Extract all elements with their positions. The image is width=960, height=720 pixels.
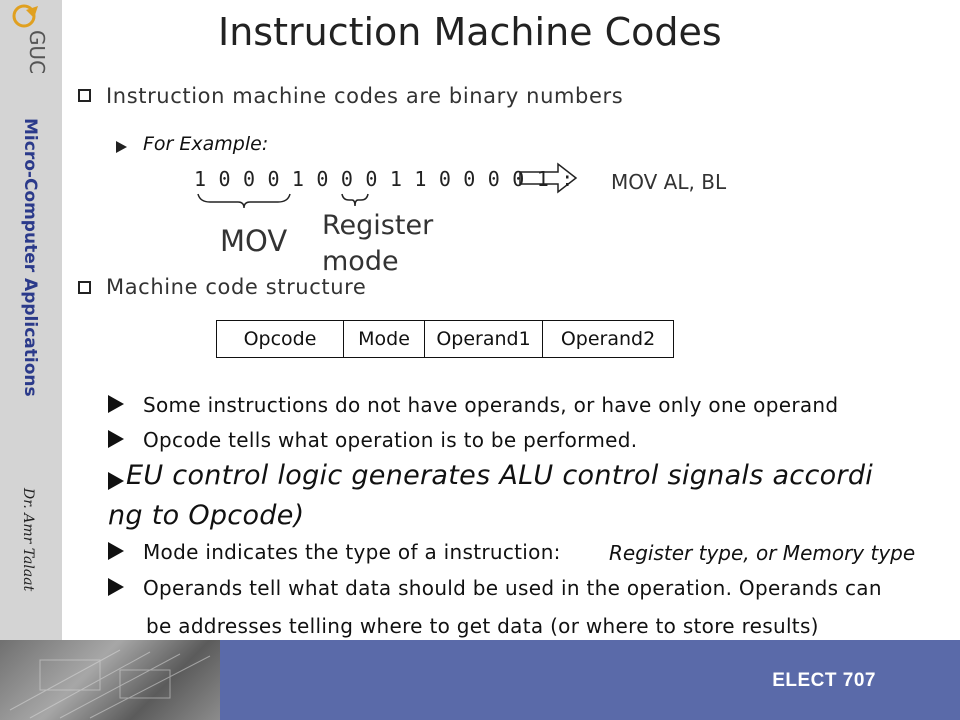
left-sidebar — [0, 0, 62, 640]
footer — [0, 640, 960, 720]
slide-title: Instruction Machine Codes — [218, 10, 722, 54]
square-bullet-icon — [78, 281, 91, 294]
point-mode: Mode indicates the type of a instruction: — [143, 540, 561, 564]
point-operands-line1: Operands tell what data should be used in the operation. Operands can — [143, 576, 882, 600]
register-label-line2: mode — [322, 246, 399, 277]
square-bullet-icon — [78, 89, 91, 102]
cell-opcode: Opcode — [217, 321, 344, 357]
chip-pattern-icon — [0, 640, 220, 720]
arrow-bullet-icon — [108, 542, 124, 560]
mov-brace-icon — [196, 192, 292, 210]
bullet-code-structure: Machine code structure — [106, 275, 367, 299]
chip-photo — [0, 640, 220, 720]
example-label: For Example: — [143, 133, 269, 155]
mov-label: MOV — [220, 224, 288, 258]
arrow-bullet-icon — [116, 141, 127, 153]
cell-operand1: Operand1 — [425, 321, 543, 357]
course-code: ELECT 707 — [772, 670, 876, 691]
bullet-machine-codes: Instruction machine codes are binary numbers — [106, 84, 624, 108]
example-instruction: MOV AL, BL — [611, 170, 727, 194]
point-operands: Some instructions do not have operands, or have only one operand — [143, 393, 839, 417]
point-operands-line2: be addresses telling where to get data (or where to store results) — [146, 614, 819, 638]
register-mode-label — [322, 208, 433, 280]
logo-text: GUC — [25, 29, 49, 75]
point-opcode: Opcode tells what operation is to be performed. — [143, 428, 638, 452]
arrow-bullet-icon — [108, 430, 124, 448]
arrow-bullet-icon — [108, 578, 124, 596]
arrow-bullet-icon — [108, 472, 124, 490]
point-eu-control-line2: ng to Opcode) — [108, 500, 305, 531]
point-mode-types: Register type, or Memory type — [609, 541, 916, 565]
guc-logo — [4, 4, 58, 84]
arrow-bullet-icon — [108, 395, 124, 413]
footer-bar — [220, 640, 960, 720]
cell-operand2: Operand2 — [560, 328, 656, 350]
cell-mode: Mode — [344, 321, 425, 357]
course-name-vertical: Micro-Computer Applications — [20, 118, 40, 397]
register-label-line1: Register — [322, 210, 434, 241]
machine-code-structure-table — [216, 320, 674, 358]
binary-code: 1 0 0 0 1 0 0 0 1 1 0 0 0 0 1 : — [194, 167, 574, 191]
right-arrow-icon — [518, 162, 580, 194]
author-name-vertical: Dr. Amr Talaat — [20, 488, 36, 592]
point-eu-control-line1: EU control logic generates ALU control signals accordi — [126, 460, 874, 491]
mode-brace-icon — [340, 192, 370, 208]
